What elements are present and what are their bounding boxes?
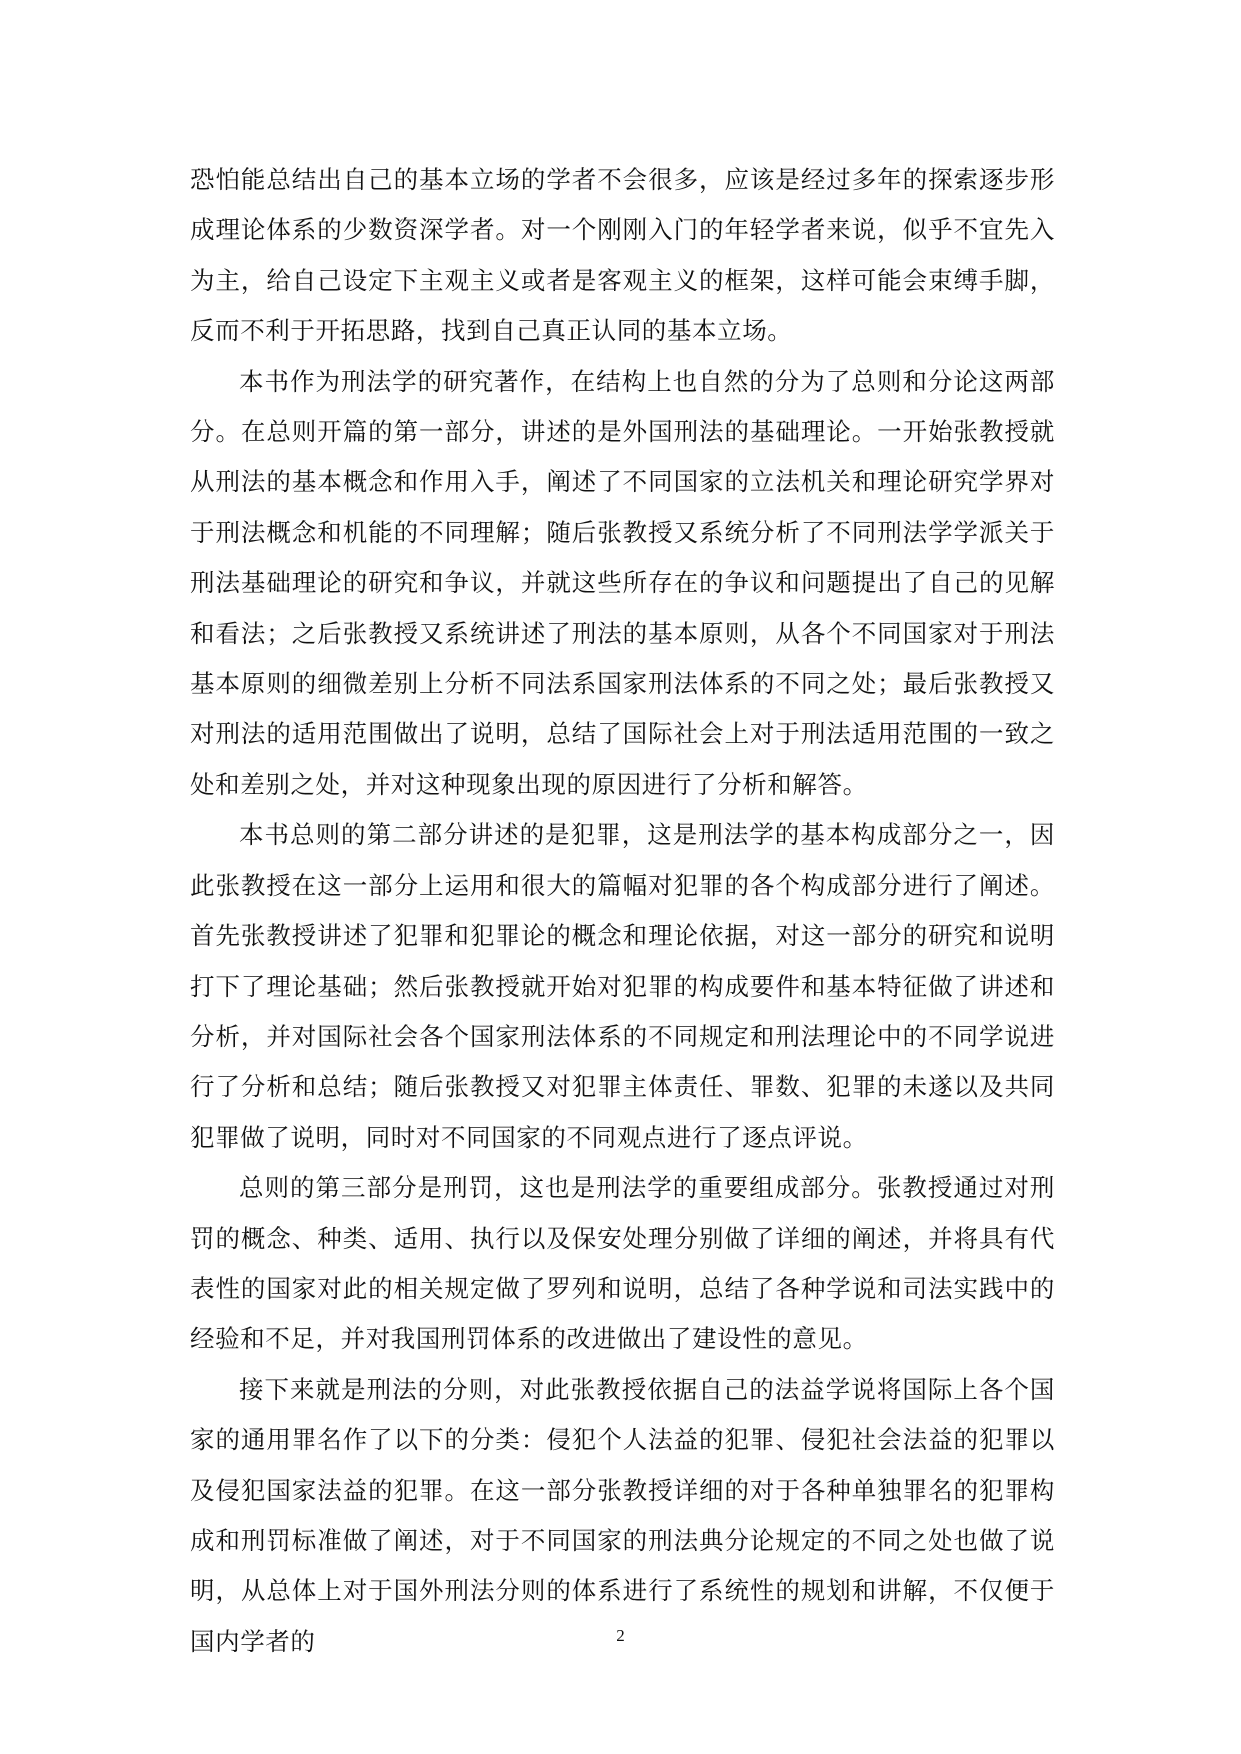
page-number: 2 [616, 1626, 625, 1645]
paragraph-2: 本书作为刑法学的研究著作，在结构上也自然的分为了总则和分论这两部分。在总则开篇的第一部分，讲述的是外国刑法的基础理论。一开始张教授就从刑法的基本概念和作用入手，阐述了不同国家的立法机关和理论研究学界对于刑法概念和机能的不同理解；随后张教授又系统分析了不同刑法学学派关于刑法基础理论的研究和争议，并就这些所存在的争议和问题提出了自己的见解和看法；之后张教授又系统讲述了刑法的基本原则，从各个不同国家对于刑法基本原则的细微差别上分析不同法系国家刑法体系的不同之处；最后张教授又对刑法的适用范围做出了说明，总结了国际社会上对于刑法适用范围的一致之处和差别之处，并对这种现象出现的原因进行了分析和解答。 [190, 366, 1055, 799]
paragraph-4: 总则的第三部分是刑罚，这也是刑法学的重要组成部分。张教授通过对刑罚的概念、种类、适用、执行以及保安处理分别做了详细的阐述，并将具有代表性的国家对此的相关规定做了罗列和说明，总结了各种学说和司法实践中的经验和不足，并对我国刑罚体系的改进做出了建设性的意见。 [190, 1173, 1055, 1354]
paragraph-3: 本书总则的第二部分讲述的是犯罪，这是刑法学的基本构成部分之一，因此张教授在这一部分上运用和很大的篇幅对犯罪的各个构成部分进行了阐述。首先张教授讲述了犯罪和犯罪论的概念和理论依据，对这一部分的研究和说明打下了理论基础；然后张教授就开始对犯罪的构成要件和基本特征做了讲述和分析，并对国际社会各个国家刑法体系的不同规定和刑法理论中的不同学说进行了分析和总结；随后张教授又对犯罪主体责任、罪数、犯罪的未遂以及共同犯罪做了说明，同时对不同国家的不同观点进行了逐点评说。 [190, 820, 1055, 1152]
body-text [190, 155, 1055, 1667]
paragraph-5: 接下来就是刑法的分则，对此张教授依据自己的法益学说将国际上各个国家的通用罪名作了以下的分类：侵犯个人法益的犯罪、侵犯社会法益的犯罪以及侵犯国家法益的犯罪。在这一部分张教授详细的对于各种单独罪名的犯罪构成和刑罚标准做了阐述，对于不同国家的刑法典分论规定的不同之处也做了说明，从总体上对于国外刑法分则的体系进行了系统性的规划和讲解，不仅便于国内学者的 [190, 1374, 1055, 1656]
paragraph-1: 恐怕能总结出自己的基本立场的学者不会很多，应该是经过多年的探索逐步形成理论体系的少数资深学者。对一个刚刚入门的年轻学者来说，似乎不宜先入为主，给自己设定下主观主义或者是客观主义的框架，这样可能会束缚手脚，反而不利于开拓思路，找到自己真正认同的基本立场。 [190, 165, 1055, 346]
